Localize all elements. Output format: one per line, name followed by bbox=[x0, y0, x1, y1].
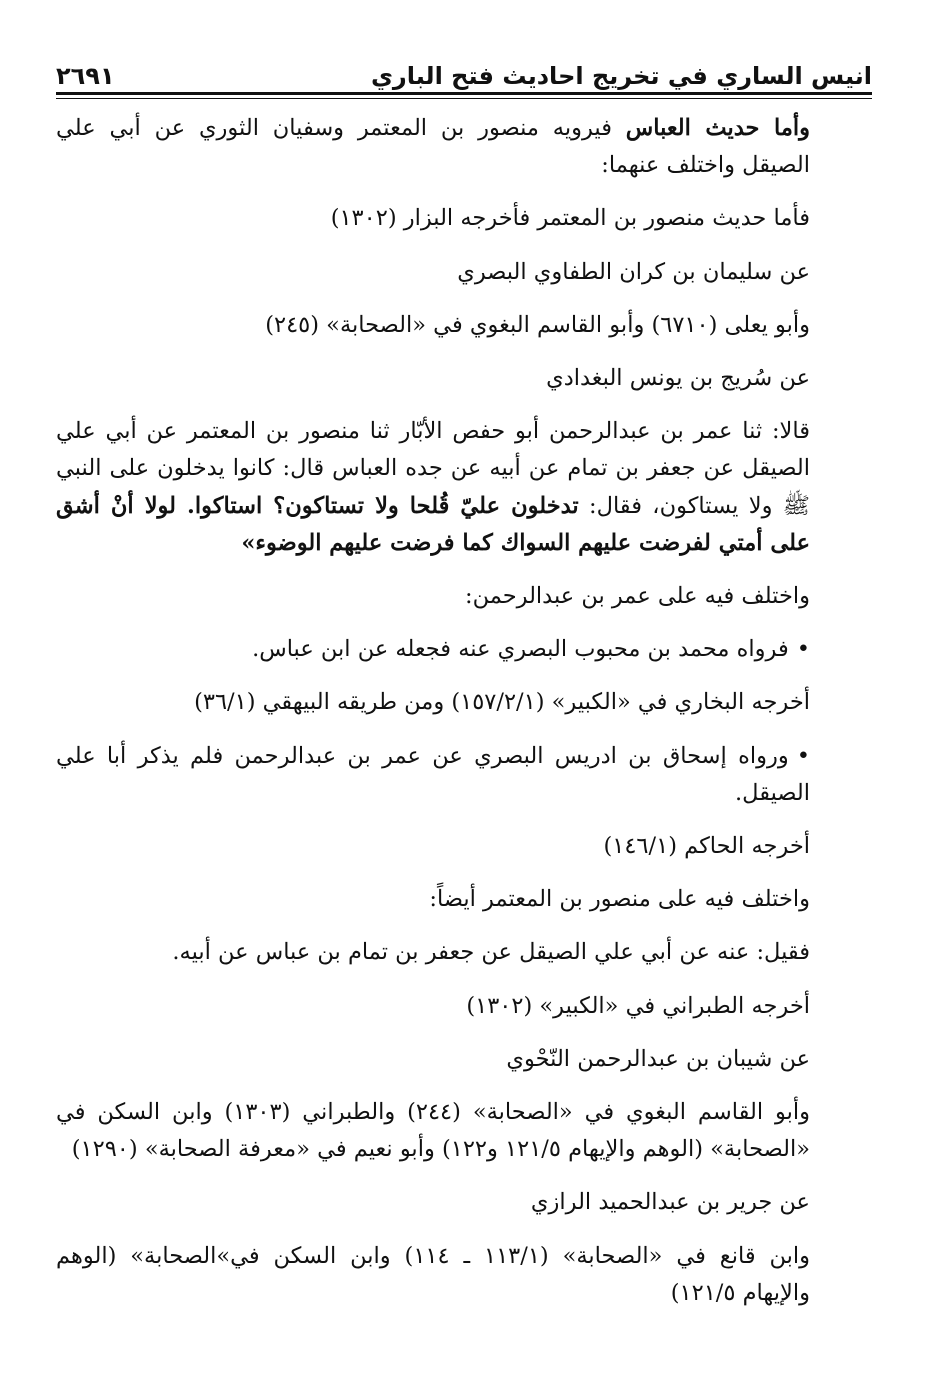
paragraph-sulayman: عن سليمان بن كران الطفاوي البصري bbox=[457, 258, 810, 285]
paragraph-bukhari: أخرجه البخاري في «الكبير» (١٥٧/٢/١) ومن طريقه البيهقي (٣٦/١) bbox=[194, 689, 810, 716]
paragraph-abu-yala: وأبو يعلى (٦٧١٠) وأبو القاسم البغوي في «الصحابة» (٢٤٥) bbox=[265, 311, 810, 338]
paragraph-suraij: عن سُريج بن يونس البغدادي bbox=[546, 365, 810, 392]
paragraph-text: فيرويه منصور بن المعتمر وسفيان الثوري عن أبي علي الصيقل واختلف عنهما: bbox=[56, 115, 810, 179]
hadith-quote: تدخلون عليّ قُلحا ولا تستاكون؟ استاكوا. لولا أنْ أشق على أمتي لفرضت عليهم السواك كما فرضت عليهم الوضوء» bbox=[56, 492, 810, 556]
paragraph-jarir: عن جرير بن عبدالحميد الرازي bbox=[530, 1189, 810, 1216]
bullet-icon: • bbox=[796, 742, 810, 769]
paragraph-abbas-hadith bbox=[56, 110, 868, 184]
running-title: انيس الساري في تخريج احاديث فتح الباري bbox=[370, 62, 872, 90]
bullet-item-ishaq bbox=[56, 738, 868, 812]
header-rule-thin bbox=[56, 98, 872, 99]
bold-lead: وأما حديث العباس bbox=[625, 115, 810, 141]
paragraph-mansur: فأما حديث منصور بن المعتمر فأخرجه البزار (١٣٠٢) bbox=[330, 205, 810, 232]
paragraph-shayban: عن شيبان بن عبدالرحمن النّحْوي bbox=[506, 1045, 810, 1072]
paragraph-baghawi: وأبو القاسم البغوي في «الصحابة» (٢٤٤) والطبراني (١٣٠٣) وابن السكن في «الصحابة» (الوهم والإيهام ١٢١/٥ و١٢٢) وأبو نعيم في «معرفة الصحابة» (١٢٩٠) bbox=[56, 1099, 811, 1163]
paragraph-hakim: أخرجه الحاكم (١٤٦/١) bbox=[603, 833, 810, 860]
paragraph-text: قالا: ثنا عمر بن عبدالرحمن أبو حفص الأبّار ثنا منصور بن المعتمر عن أبي علي الصيقل عن جعفر بن تمام عن أبيه عن جده العباس قال: كانوا يدخلون على النبي ﷺ ولا يستاكون، فقال: bbox=[56, 418, 810, 519]
paragraph-hadith-text bbox=[56, 413, 868, 562]
paragraph-ikhtilaf-umar: واختلف فيه على عمر بن عبدالرحمن: bbox=[465, 583, 810, 610]
body-text bbox=[56, 110, 868, 1322]
page-number: ٢٦٩١ bbox=[56, 62, 115, 90]
paragraph-ikhtilaf-mansur: واختلف فيه على منصور بن المعتمر أيضاً: bbox=[429, 886, 810, 913]
bullet-text: ورواه إسحاق بن ادريس البصري عن عمر بن عبدالرحمن فلم يذكر أبا علي الصيقل. bbox=[56, 742, 810, 806]
bullet-text: فرواه محمد بن محبوب البصري عنه فجعله عن ابن عباس. bbox=[252, 636, 789, 663]
paragraph-tabarani: أخرجه الطبراني في «الكبير» (١٣٠٢) bbox=[466, 992, 810, 1019]
paragraph-ibn-qani: وابن قانع في «الصحابة» (١١٣/١ ـ ١١٤) وابن السكن في»الصحابة» (الوهم والإيهام ١٢١/٥) bbox=[56, 1242, 810, 1306]
header-rule-thick bbox=[56, 92, 872, 95]
paragraph-qila: فقيل: عنه عن أبي علي الصيقل عن جعفر بن تمام بن عباس عن أبيه. bbox=[172, 939, 810, 966]
page-header bbox=[56, 52, 872, 92]
bullet-icon: • bbox=[796, 636, 810, 663]
bullet-item-muhammad bbox=[56, 631, 868, 668]
